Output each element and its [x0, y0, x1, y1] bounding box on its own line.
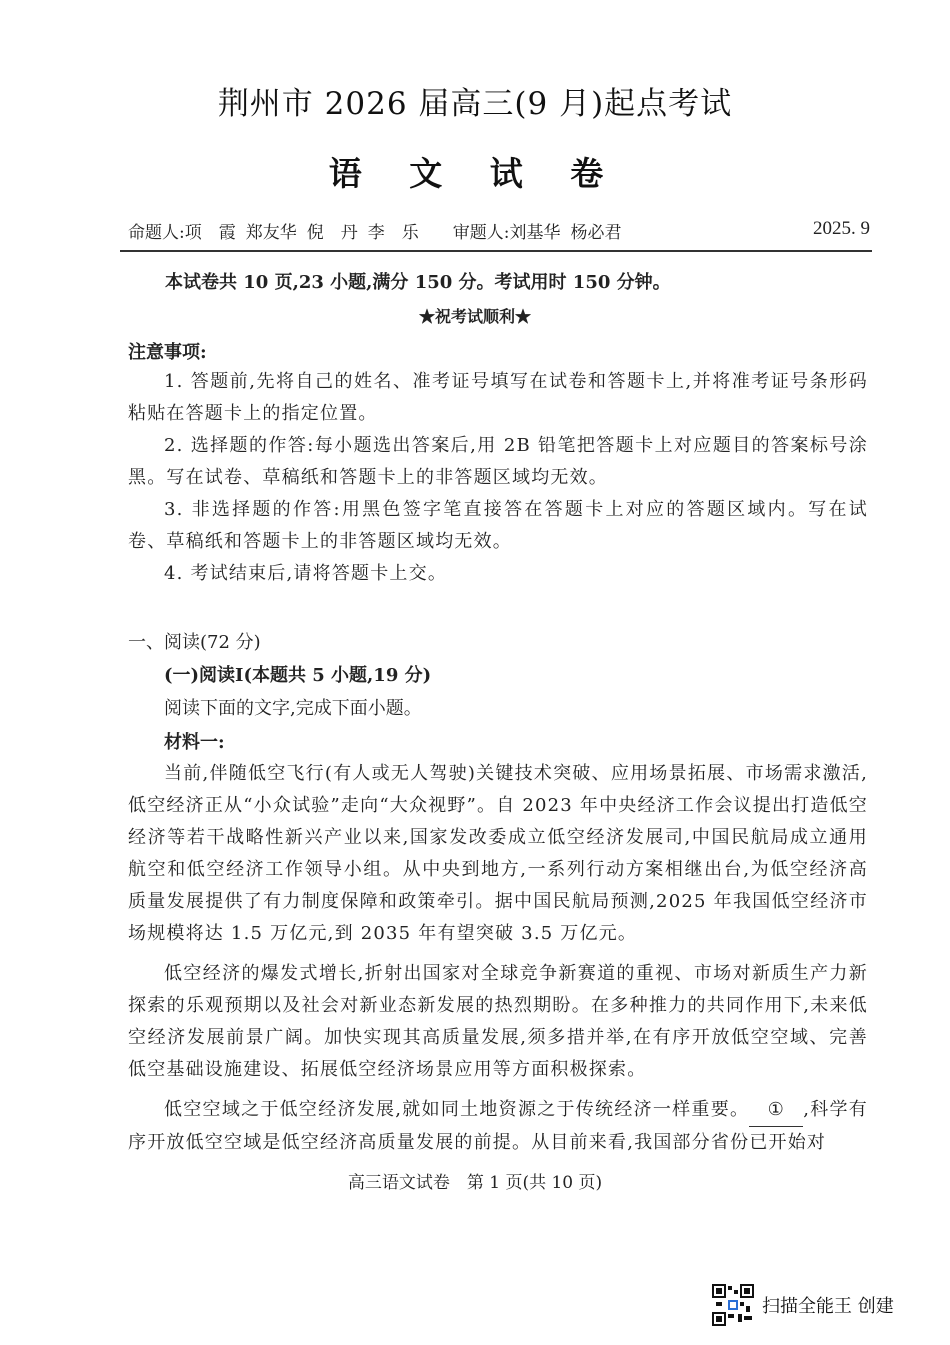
sub-section-heading: (一)阅读Ⅰ(本题共 5 小题,19 分): [164, 665, 432, 686]
exam-subtitle: 语 文 试 卷: [328, 154, 622, 193]
setter-name: 李 乐: [367, 223, 419, 243]
material-paragraph: [128, 1094, 868, 1159]
exam-intro: 本试卷共 10 页,23 小题,满分 150 分。考试用时 150 分钟。: [165, 272, 671, 293]
material-paragraph: 当前,伴随低空飞行(有人或无人驾驶)关键技术突破、应用场景拓展、市场需求激活,低空经济正从“小众试验”走向“大众视野”。自 2023 年中央经济工作会议提出打造低空经济等若干战略性新兴产业以来,国家发改委成立低空经济发展司,中国民航局成立通用航空和低空经济工作领导小组。从中央到地方,一系列行动方案相继出台,为低空经济高质量发展提供了有力制度保障和政策牵引。据中国民航局预测,2025 年我国低空经济市场规模将达 1.5 万亿元,到 2035 年有望突破 3.5 万亿元。: [128, 763, 868, 944]
section-heading: 一、阅读(72 分): [128, 632, 261, 653]
header-divider: [120, 250, 872, 252]
note-item: 3. 非选择题的作答:用黑色签字笔直接答在答题卡上对应的答题区域内。写在试卷、草稿纸和答题卡上的非答题区域均无效。: [128, 499, 868, 552]
good-luck-banner: ★祝考试顺利★: [418, 307, 531, 326]
setter-name: 郑友华: [245, 223, 297, 243]
note-item: 2. 选择题的作答:每小题选出答案后,用 2B 铅笔把答题卡上对应题目的答案标号涂黑。写在试卷、草稿纸和答题卡上的非答题区域均无效。: [128, 435, 868, 488]
exam-date: 2025. 9: [813, 218, 870, 239]
note-item: 1. 答题前,先将自己的姓名、准考证号填写在试卷和答题卡上,并将准考证号条形码粘贴在答题卡上的指定位置。: [128, 371, 868, 424]
exam-title: 荆州市 2026 届高三(9 月)起点考试: [217, 86, 733, 122]
reviewer-name: 刘基华: [509, 223, 561, 243]
notes-heading: 注意事项:: [128, 342, 207, 363]
note-item: 4. 考试结束后,请将答题卡上交。: [164, 563, 448, 584]
reviewers-label: 审题人:: [452, 223, 510, 243]
setter-name: 项 霞: [184, 223, 236, 243]
setter-name: 倪 丹: [306, 223, 358, 243]
qr-code-icon: [712, 1284, 754, 1326]
page-footer: 高三语文试卷 第 1 页(共 10 页): [347, 1173, 603, 1193]
scanner-watermark: [712, 1284, 894, 1326]
scanner-text: 扫描全能王 创建: [762, 1296, 894, 1317]
fill-blank: ①: [749, 1094, 803, 1127]
setters-label: 命题人:: [128, 223, 185, 243]
paragraph-text: 低空空域之于低空经济发展,就如同土地资源之于传统经济一样重要。: [164, 1099, 750, 1120]
reading-instruction: 阅读下面的文字,完成下面小题。: [164, 698, 422, 719]
material-label: 材料一:: [164, 732, 225, 753]
reviewer-name: 杨必君: [570, 223, 622, 243]
material-paragraph: 低空经济的爆发式增长,折射出国家对全球竞争新赛道的重视、市场对新质生产力新探索的乐观预期以及社会对新业态新发展的热烈期盼。在多种推力的共同作用下,未来低空经济发展前景广阔。加快实现其高质量发展,须多措并举,在有序开放低空空域、完善低空基础设施建设、拓展低空经济场景应用等方面积极探索。: [128, 963, 868, 1080]
paragraph-text: ,科学有序开放低空空域是低空经济高质量发展的前提。从目前来看,我国部分省份已开始对: [128, 1099, 868, 1153]
setters-group: [128, 218, 631, 243]
author-row: [128, 218, 870, 243]
